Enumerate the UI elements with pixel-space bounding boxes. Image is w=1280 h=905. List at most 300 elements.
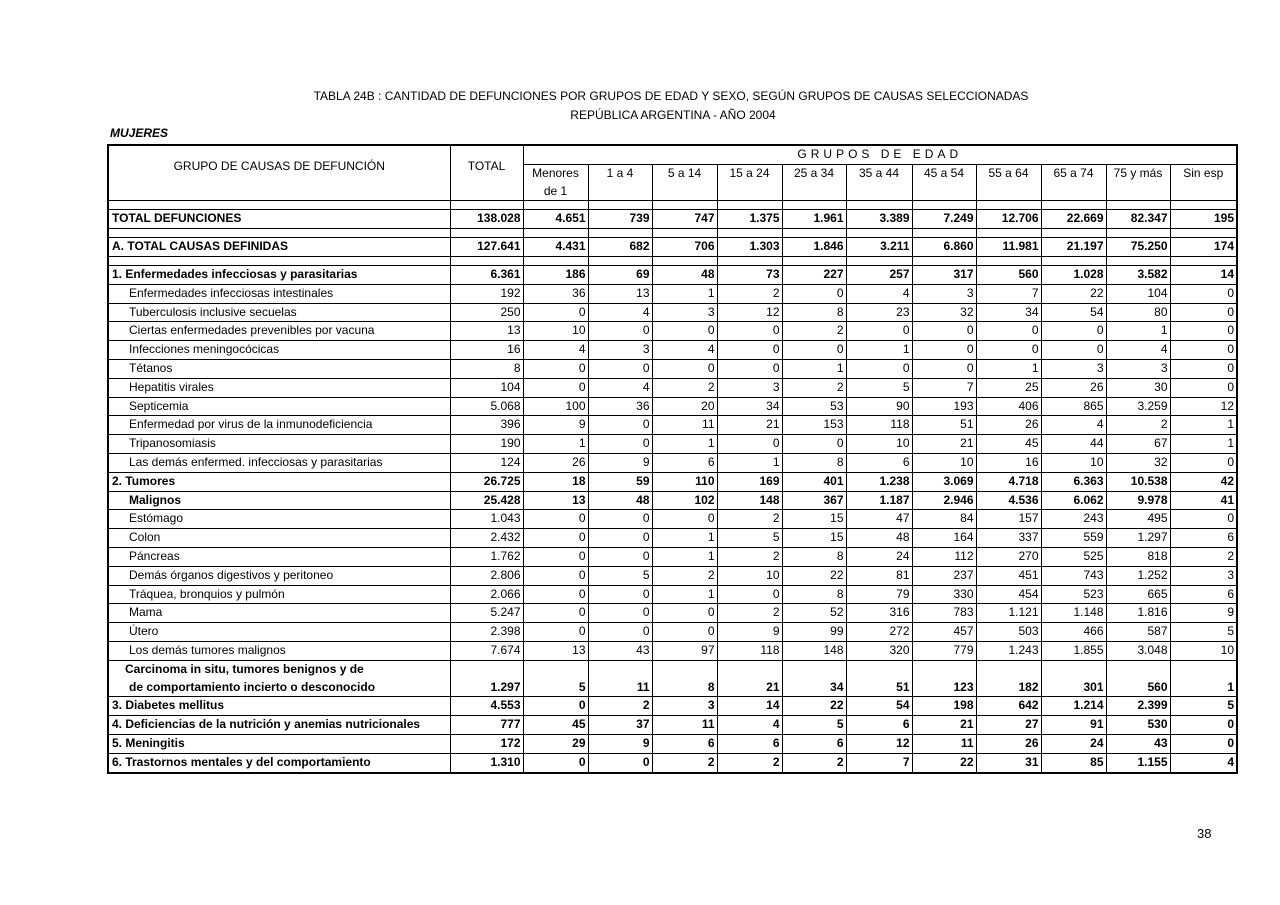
age-cell: 743 [1041,566,1106,585]
age-cell: 4 [717,716,782,735]
total-cell: 16 [450,341,523,360]
age-cell: 1.297 [1106,529,1170,548]
age-cell: 169 [717,472,782,491]
age-cell: 13 [523,641,588,660]
age-cell: 100 [523,397,588,416]
table-row [108,265,1237,284]
age-cell: 2 [588,697,652,716]
age-cell: 91 [1041,716,1106,735]
total-cell: 1.043 [450,510,523,529]
age-cell: 6 [1170,585,1237,604]
age-cell: 2.946 [912,491,976,510]
age-cell: 6 [652,453,717,472]
age-cell: 51 [912,416,976,435]
cause-label: 2. Tumores [108,472,450,491]
age-cell: 5 [717,529,782,548]
total-cell: 192 [450,284,523,303]
table-row [108,697,1237,716]
age-cell: 97 [652,641,717,660]
age-cell: 174 [1170,238,1237,257]
age-cell: 1.121 [976,604,1041,623]
age-cell: 3 [652,303,717,322]
age-cell: 24 [1041,734,1106,753]
age-cell: 45 [523,716,588,735]
cause-label: Las demás enfermed. infecciosas y parasitarias [108,453,450,472]
total-cell: 2.066 [450,585,523,604]
header-age-line2-9 [1106,183,1170,201]
cause-label: TOTAL DEFUNCIONES [108,210,450,229]
age-cell: 0 [588,416,652,435]
age-cell: 26 [976,734,1041,753]
age-cell: 0 [523,566,588,585]
age-cell: 0 [1170,359,1237,378]
age-cell: 5 [588,566,652,585]
cause-label: Estómago [108,510,450,529]
age-cell: 227 [782,265,846,284]
age-cell: 59 [588,472,652,491]
age-cell: 3.389 [846,210,912,229]
age-cell: 0 [1170,378,1237,397]
age-cell: 270 [976,547,1041,566]
age-cell: 26 [523,453,588,472]
table-row [108,303,1237,322]
age-cell: 1 [652,529,717,548]
age-cell: 1 [652,585,717,604]
age-cell: 6 [652,734,717,753]
age-cell: 32 [912,303,976,322]
age-cell: 26 [1041,378,1106,397]
cause-label: 6. Trastornos mentales y del comportamiento [108,753,450,772]
age-cell: 0 [652,510,717,529]
age-cell: 0 [782,284,846,303]
age-cell: 80 [1106,303,1170,322]
age-cell: 1.303 [717,238,782,257]
age-cell: 0 [717,359,782,378]
total-cell: 13 [450,322,523,341]
cause-label: Septicemia [108,397,450,416]
age-cell: 3.582 [1106,265,1170,284]
age-cell: 12 [717,303,782,322]
cause-label: A. TOTAL CAUSAS DEFINIDAS [108,238,450,257]
total-cell: 138.028 [450,210,523,229]
age-cell: 36 [588,397,652,416]
age-cell: 118 [846,416,912,435]
age-cell: 10.538 [1106,472,1170,491]
age-cell: 2 [782,753,846,772]
header-age-0: Menores [523,164,588,182]
header-cause: GRUPO DE CAUSAS DE DEFUNCIÓN [108,145,450,201]
age-cell: 3 [652,697,717,716]
age-cell: 0 [652,322,717,341]
table-row [108,397,1237,416]
age-cell: 0 [652,623,717,642]
age-cell: 32 [1106,453,1170,472]
age-cell: 48 [846,529,912,548]
table-row [108,322,1237,341]
age-cell: 85 [1041,753,1106,772]
age-cell: 7 [912,378,976,397]
age-cell: 272 [846,623,912,642]
age-cell: 0 [588,753,652,772]
total-cell: 5.247 [450,604,523,623]
age-cell: 9 [588,453,652,472]
age-cell: 4 [1106,341,1170,360]
age-cell: 48 [652,265,717,284]
age-cell: 0 [652,359,717,378]
age-cell: 0 [523,604,588,623]
header-age-9: 75 y más [1106,164,1170,182]
age-cell: 1.148 [1041,604,1106,623]
table-row [108,716,1237,735]
age-cell: 53 [782,397,846,416]
header-age-5: 35 a 44 [846,164,912,182]
table-row [108,734,1237,753]
age-cell: 0 [1170,284,1237,303]
age-cell: 15 [782,529,846,548]
age-cell: 21.197 [1041,238,1106,257]
age-cell: 4 [523,341,588,360]
age-cell: 48 [588,491,652,510]
age-cell: 451 [976,566,1041,585]
age-cell: 47 [846,510,912,529]
age-cell: 8 [782,453,846,472]
total-cell: 2.806 [450,566,523,585]
header-age-10: Sin esp [1170,164,1237,182]
age-cell: 1.846 [782,238,846,257]
age-cell: 6 [717,734,782,753]
header-age-line2-6 [912,183,976,201]
cause-label: 3. Diabetes mellitus [108,697,450,716]
age-cell: 164 [912,529,976,548]
total-cell: 26.725 [450,472,523,491]
header-age-line2-5 [846,183,912,201]
age-cell: 747 [652,210,717,229]
header-age-line2-8 [1041,183,1106,201]
age-cell: 1 [523,435,588,454]
table-row [108,529,1237,548]
total-cell: 250 [450,303,523,322]
age-cell: 0 [1170,322,1237,341]
table-row [108,210,1237,229]
table-row [108,623,1237,642]
age-cell: 10 [846,435,912,454]
cause-label: Páncreas [108,547,450,566]
cause-label: Tráquea, bronquios y pulmón [108,585,450,604]
age-cell: 11 [912,734,976,753]
age-cell: 12 [846,734,912,753]
total-cell: 190 [450,435,523,454]
table-row [108,435,1237,454]
age-cell: 12.706 [976,210,1041,229]
cause-label: Los demás tumores malignos [108,641,450,660]
age-cell: 7.249 [912,210,976,229]
section-label: MUJERES [110,126,169,140]
age-cell: 102 [652,491,717,510]
age-cell: 0 [523,585,588,604]
age-cell: 84 [912,510,976,529]
header-age-4: 25 a 34 [782,164,846,182]
age-cell: 0 [523,378,588,397]
table-row [108,284,1237,303]
table-row [108,510,1237,529]
total-cell: 6.361 [450,265,523,284]
age-cell: 193 [912,397,976,416]
age-cell: 45 [976,435,1041,454]
table-row [108,566,1237,585]
age-cell: 75.250 [1106,238,1170,257]
age-cell: 5 [1170,697,1237,716]
age-cell: 779 [912,641,976,660]
age-cell: 21 [912,435,976,454]
total-cell: 777 [450,716,523,735]
age-cell: 8 [782,585,846,604]
age-cell: 14 [717,697,782,716]
age-cell: 503 [976,623,1041,642]
age-cell: 0 [523,697,588,716]
age-cell: 54 [846,697,912,716]
age-cell: 0 [523,529,588,548]
age-cell: 41 [1170,491,1237,510]
table-row [108,453,1237,472]
age-cell: 118 [717,641,782,660]
cause-label: 4. Deficiencias de la nutrición y anemias nutricionales [108,716,450,735]
age-cell: 665 [1106,585,1170,604]
age-cell: 739 [588,210,652,229]
spacer-row [108,201,1237,210]
age-cell: 1.155 [1106,753,1170,772]
age-cell: 123 [912,679,976,697]
total-cell: 1.297 [450,679,523,697]
age-cell: 5 [1170,623,1237,642]
age-cell: 186 [523,265,588,284]
age-cell: 4.718 [976,472,1041,491]
age-cell: 31 [976,753,1041,772]
total-cell: 396 [450,416,523,435]
age-cell: 0 [523,753,588,772]
age-cell: 682 [588,238,652,257]
age-cell: 0 [523,547,588,566]
age-cell: 2.399 [1106,697,1170,716]
age-cell: 317 [912,265,976,284]
table-row [108,660,1237,678]
age-cell: 0 [1041,341,1106,360]
age-cell: 1.375 [717,210,782,229]
total-cell: 124 [450,453,523,472]
age-cell: 8 [782,547,846,566]
age-cell: 34 [782,679,846,697]
table-row [108,378,1237,397]
age-cell: 1 [717,453,782,472]
age-cell: 21 [912,716,976,735]
age-cell: 1.187 [846,491,912,510]
age-cell: 182 [976,679,1041,697]
age-cell: 44 [1041,435,1106,454]
cause-label: Carcinoma in situ, tumores benignos y de [108,660,450,678]
cause-label: Mama [108,604,450,623]
table-row [108,472,1237,491]
age-cell: 43 [1106,734,1170,753]
age-cell: 3.259 [1106,397,1170,416]
age-cell: 2 [652,566,717,585]
header-total: TOTAL [450,145,523,201]
age-cell: 1 [1170,679,1237,697]
age-cell: 0 [976,322,1041,341]
cause-label: Útero [108,623,450,642]
age-cell: 1 [652,547,717,566]
age-cell: 4 [1041,416,1106,435]
spacer-row [108,229,1237,238]
age-cell: 195 [1170,210,1237,229]
age-cell: 3 [588,341,652,360]
table-row [108,585,1237,604]
age-cell: 15 [782,510,846,529]
age-cell: 4.536 [976,491,1041,510]
age-cell: 1 [976,359,1041,378]
table-row [108,359,1237,378]
age-cell: 6 [1170,529,1237,548]
total-cell: 1.310 [450,753,523,772]
age-cell: 1.961 [782,210,846,229]
age-cell: 10 [717,566,782,585]
age-cell: 21 [717,416,782,435]
cause-label: Tuberculosis inclusive secuelas [108,303,450,322]
age-cell: 783 [912,604,976,623]
age-cell: 21 [717,679,782,697]
age-cell: 0 [1170,734,1237,753]
age-cell: 0 [1170,341,1237,360]
age-cell: 1.816 [1106,604,1170,623]
age-cell: 0 [1170,453,1237,472]
age-cell: 9 [1170,604,1237,623]
age-cell: 2 [717,510,782,529]
total-cell: 7.674 [450,641,523,660]
age-cell: 2 [782,322,846,341]
age-cell: 0 [717,435,782,454]
table-row [108,641,1237,660]
total-cell: 8 [450,359,523,378]
age-cell: 0 [588,510,652,529]
table-row [108,238,1237,257]
age-cell: 79 [846,585,912,604]
age-cell: 6.363 [1041,472,1106,491]
total-cell: 104 [450,378,523,397]
age-cell: 157 [976,510,1041,529]
cause-label: 1. Enfermedades infecciosas y parasitarias [108,265,450,284]
age-cell: 316 [846,604,912,623]
age-cell: 2 [717,284,782,303]
age-cell: 110 [652,472,717,491]
age-cell: 0 [846,322,912,341]
age-cell: 0 [588,435,652,454]
age-cell: 1.028 [1041,265,1106,284]
age-cell: 7 [976,284,1041,303]
age-cell: 8 [782,303,846,322]
age-cell: 0 [588,623,652,642]
age-cell: 67 [1106,435,1170,454]
age-cell: 0 [652,604,717,623]
total-cell: 172 [450,734,523,753]
age-cell: 330 [912,585,976,604]
age-cell: 24 [846,547,912,566]
total-cell: 127.641 [450,238,523,257]
age-cell: 10 [1041,453,1106,472]
table-row [108,416,1237,435]
age-cell: 559 [1041,529,1106,548]
age-cell: 13 [588,284,652,303]
age-cell: 0 [1170,510,1237,529]
age-cell: 8 [652,679,717,697]
age-cell: 0 [588,359,652,378]
age-cell: 2 [1106,416,1170,435]
header-row-top [108,145,1237,164]
cause-label: Infecciones meningocócicas [108,341,450,360]
age-cell: 22.669 [1041,210,1106,229]
total-cell: 5.068 [450,397,523,416]
age-cell: 243 [1041,510,1106,529]
age-cell: 454 [976,585,1041,604]
age-cell: 1 [1106,322,1170,341]
header-age-line2-10 [1170,183,1237,201]
age-cell: 587 [1106,623,1170,642]
age-cell: 0 [912,341,976,360]
age-cell: 5 [782,716,846,735]
age-cell: 560 [1106,679,1170,697]
age-cell: 22 [912,753,976,772]
age-cell: 148 [717,491,782,510]
header-age-7: 55 a 64 [976,164,1041,182]
age-cell: 0 [523,510,588,529]
age-cell: 6.860 [912,238,976,257]
age-cell: 4 [588,303,652,322]
age-cell: 0 [588,585,652,604]
age-cell: 1.243 [976,641,1041,660]
age-cell: 9 [717,623,782,642]
age-cell: 0 [717,322,782,341]
age-cell: 9 [588,734,652,753]
age-cell: 104 [1106,284,1170,303]
age-cell: 11.981 [976,238,1041,257]
age-cell: 43 [588,641,652,660]
header-age-2: 5 a 14 [652,164,717,182]
age-cell: 367 [782,491,846,510]
age-cell: 148 [782,641,846,660]
age-cell: 51 [846,679,912,697]
age-cell: 0 [588,529,652,548]
age-cell: 0 [717,341,782,360]
cause-label: Enfermedad por virus de la inmunodeficiencia [108,416,450,435]
header-age-line2-1 [588,183,652,201]
age-cell: 0 [846,359,912,378]
age-cell: 14 [1170,265,1237,284]
age-cell: 406 [976,397,1041,416]
age-cell: 16 [976,453,1041,472]
age-cell: 26 [976,416,1041,435]
age-cell: 1 [782,359,846,378]
age-cell: 0 [523,359,588,378]
age-cell: 42 [1170,472,1237,491]
age-cell: 54 [1041,303,1106,322]
table-row [108,491,1237,510]
age-cell: 2 [652,753,717,772]
age-cell: 82.347 [1106,210,1170,229]
age-cell: 22 [1041,284,1106,303]
table-row [108,679,1237,697]
age-cell: 3 [1041,359,1106,378]
age-cell: 3 [717,378,782,397]
age-cell: 2 [717,604,782,623]
age-cell: 1.214 [1041,697,1106,716]
header-age-groups: GRUPOS DE EDAD [523,145,1237,164]
